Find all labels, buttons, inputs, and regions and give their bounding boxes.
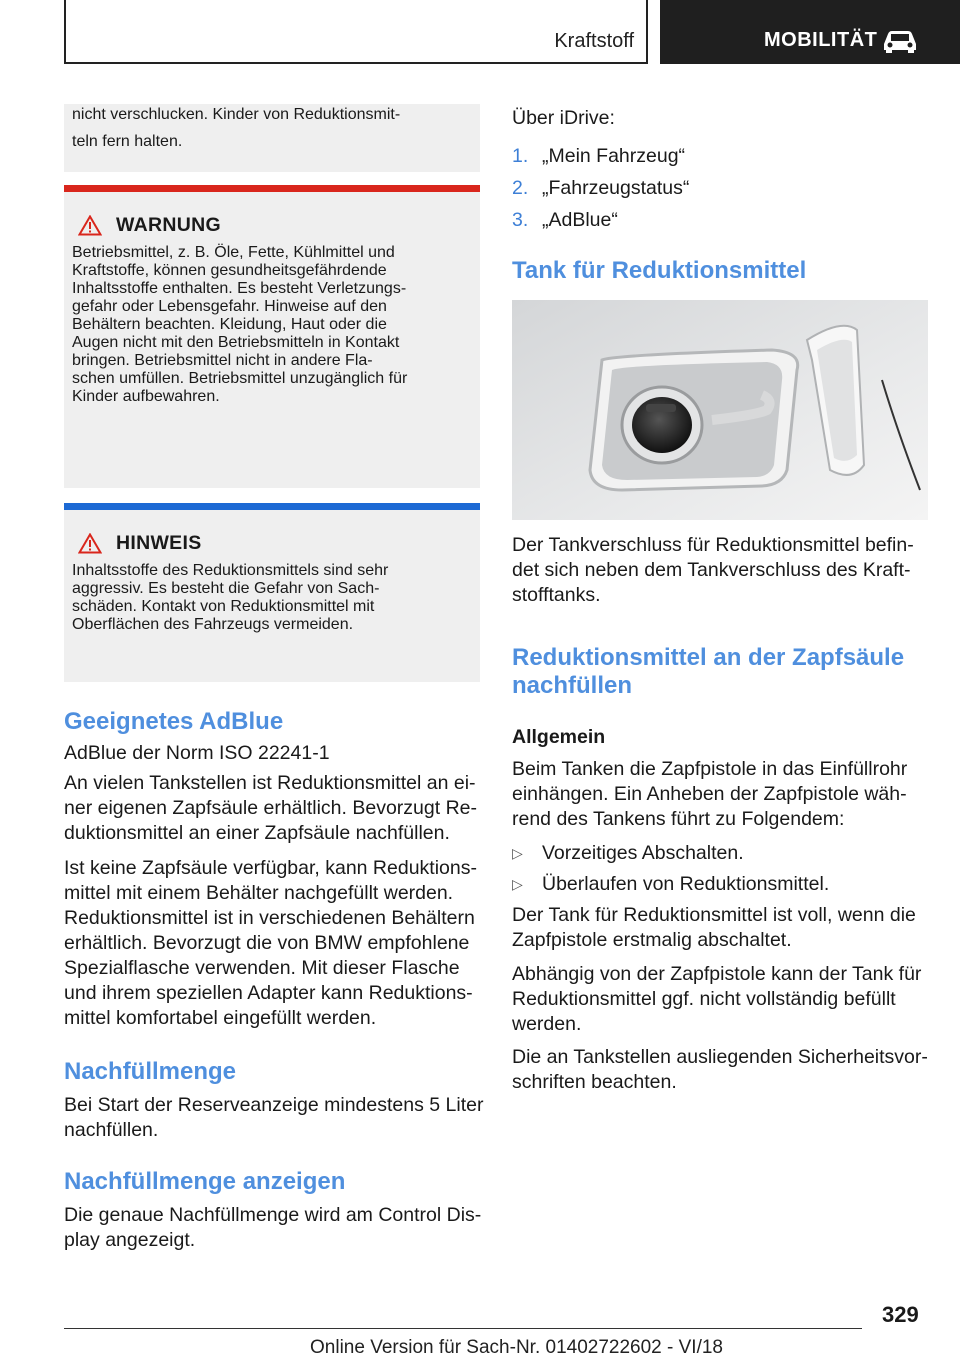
note-line: schäden. Kontakt von Reduktionsmittel mit <box>72 598 375 615</box>
warning-triangle-icon <box>78 215 102 236</box>
warning-box <box>64 192 480 488</box>
warning-text <box>72 244 482 406</box>
note-line: aggressiv. Es besteht die Gefahr von Sach- <box>72 580 380 597</box>
text-line: Beim Tanken die Zapfpistole in das Einfüllrohr <box>512 758 908 780</box>
heading-zapfsaeule <box>512 644 904 700</box>
text-line: Zapfpistole erstmalig abschaltet. <box>512 929 792 951</box>
text-line: werden. <box>512 1013 582 1035</box>
voll-paragraph <box>512 903 932 953</box>
warning-line: Inhaltsstoffe enthalten. Es besteht Verletzungs- <box>72 280 407 297</box>
text-line: einhängen. Ein Anheben der Zapfpistole wäh- <box>512 783 907 805</box>
car-icon <box>880 28 920 54</box>
warning-line: gefahr oder Lebensgefahr. Hinweise auf den <box>72 298 387 315</box>
heading-line: Reduktionsmittel an der Zapfsäule <box>512 644 905 671</box>
idrive-label: Über iDrive: <box>512 107 615 129</box>
text-line: An vielen Tankstellen ist Reduktionsmittel an ei- <box>64 772 476 794</box>
warning-line: Augen nicht mit den Betriebsmitteln in Kontakt <box>72 334 400 351</box>
subheading-allgemein: Allgemein <box>512 726 606 748</box>
text-line: mittel mit einem Behälter nachgefüllt werden. <box>64 882 454 904</box>
adblue-norm: AdBlue der Norm ISO 22241-1 <box>64 742 330 764</box>
tank-cap-illustration <box>512 300 928 520</box>
step-number: 3. <box>512 209 529 231</box>
warning-title: WARNUNG <box>116 214 222 236</box>
tank-cap-drawing <box>512 300 928 520</box>
text-line: Die genaue Nachfüllmenge wird am Control Dis- <box>64 1204 482 1226</box>
triangle-bullet-icon: ▷ <box>512 876 523 892</box>
header-chapter-tab <box>660 0 960 64</box>
step-text: „Mein Fahrzeug“ <box>542 145 686 167</box>
adblue-paragraph-3 <box>64 856 484 1031</box>
text-line: ner eigenen Zapfsäule erhältlich. Bevorzugt Re- <box>64 797 477 819</box>
text-line: duktionsmittel an einer Zapfsäule nachfüllen. <box>64 822 450 844</box>
text-line: stofftanks. <box>512 584 601 606</box>
note-text <box>72 562 482 634</box>
tank-paragraph <box>512 533 932 608</box>
warning-bar <box>64 185 480 192</box>
allgemein-paragraph <box>512 757 932 832</box>
text-line: Spezialflasche verwenden. Mit dieser Flasche <box>64 957 460 979</box>
warning-line: Behältern beachten. Kleidung, Haut oder die <box>72 316 387 333</box>
adblue-paragraph-2 <box>64 771 484 846</box>
text-line: Reduktionsmittel ist in verschiedenen Behältern <box>64 907 475 929</box>
step-number: 1. <box>512 145 529 167</box>
heading-nachfuellmenge: Nachfüllmenge <box>64 1058 237 1085</box>
text-line: rend des Tankens führt zu Folgendem: <box>512 808 845 830</box>
triangle-bullet-icon: ▷ <box>512 845 523 861</box>
text-line: det sich neben dem Tankverschluss des Kraft- <box>512 559 911 581</box>
heading-geeignetes-adblue: Geeignetes AdBlue <box>64 708 284 735</box>
step-text: „Fahrzeugstatus“ <box>542 177 690 199</box>
note-bar <box>64 503 480 510</box>
text-line: Bei Start der Reserveanzeige mindestens 5 Liter <box>64 1094 484 1116</box>
heading-tank: Tank für Reduktionsmittel <box>512 257 807 284</box>
text-line: mittel komfortabel eingefüllt werden. <box>64 1007 377 1029</box>
text-line: Der Tank für Reduktionsmittel ist voll, wenn die <box>512 904 916 926</box>
continuation-line-2: teln fern halten. <box>72 133 183 150</box>
note-title-row <box>78 532 202 555</box>
warning-line: schen umfüllen. Betriebsmittel unzugänglich für <box>72 370 408 387</box>
text-line: Die an Tankstellen ausliegenden Sicherheitsvor- <box>512 1046 928 1068</box>
note-line: Oberflächen des Fahrzeugs vermeiden. <box>72 616 354 633</box>
text-line: nachfüllen. <box>64 1119 159 1141</box>
header-section-tab <box>64 0 648 64</box>
menge-paragraph <box>64 1093 484 1143</box>
continuation-box <box>64 104 480 172</box>
page-number: 329 <box>882 1302 919 1327</box>
warning-triangle-icon <box>78 533 102 554</box>
header-chapter-title: MOBILITÄT <box>764 29 878 51</box>
text-line: Reduktionsmittel ggf. nicht vollständig befüllt <box>512 988 896 1010</box>
warning-title-row <box>78 214 221 237</box>
abhaengig-paragraph <box>512 962 932 1037</box>
note-title: HINWEIS <box>116 532 202 554</box>
text-line: und ihrem speziellen Adapter kann Reduktions- <box>64 982 473 1004</box>
bullet-text: Vorzeitiges Abschalten. <box>542 842 744 864</box>
bullet-text: Überlaufen von Reduktionsmittel. <box>542 873 830 895</box>
text-line: play angezeigt. <box>64 1229 196 1251</box>
anzeigen-paragraph <box>64 1203 484 1253</box>
sicherheit-paragraph <box>512 1045 932 1095</box>
heading-line: nachfüllen <box>512 672 633 699</box>
text-line: Abhängig von der Zapfpistole kann der Tank für <box>512 963 922 985</box>
footer-divider <box>64 1328 862 1329</box>
text-line: Ist keine Zapfsäule verfügbar, kann Reduktions- <box>64 857 477 879</box>
heading-nachfuellmenge-anzeigen: Nachfüllmenge anzeigen <box>64 1168 346 1195</box>
step-number: 2. <box>512 177 529 199</box>
warning-line: Betriebsmittel, z. B. Öle, Fette, Kühlmittel und <box>72 244 395 261</box>
warning-line: Kinder aufbewahren. <box>72 388 220 405</box>
note-box <box>64 510 480 682</box>
warning-line: Kraftstoffe, können gesundheitsgefährdende <box>72 262 387 279</box>
text-line: erhältlich. Bevorzugt die von BMW empfohlene <box>64 932 470 954</box>
footer-online-version: Online Version für Sach-Nr. 01402722602 - VI/18 <box>310 1337 723 1358</box>
continuation-line-1: nicht verschlucken. Kinder von Reduktionsmit- <box>72 106 401 123</box>
header-section-title: Kraftstoff <box>554 30 634 52</box>
step-text: „AdBlue“ <box>542 209 618 231</box>
text-line: Der Tankverschluss für Reduktionsmittel befin- <box>512 534 914 556</box>
note-line: Inhaltsstoffe des Reduktionsmittels sind sehr <box>72 562 389 579</box>
text-line: schriften beachten. <box>512 1071 677 1093</box>
warning-line: bringen. Betriebsmittel nicht in andere Fla- <box>72 352 373 369</box>
